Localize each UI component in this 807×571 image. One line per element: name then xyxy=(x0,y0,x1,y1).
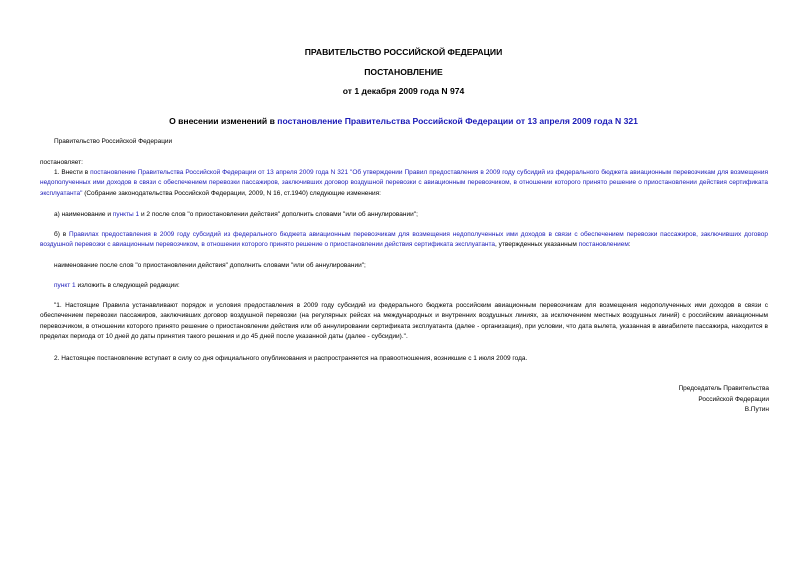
signature-name: В.Путин xyxy=(744,406,769,413)
name-change-paragraph: наименование после слов "о приостановлении действия" дополнить словами "или об аннулировании"; xyxy=(54,262,366,269)
document-type-heading: ПОСТАНОВЛЕНИЕ xyxy=(364,67,443,77)
item-b-prefix: б) в xyxy=(54,231,70,238)
title-link[interactable]: постановление Правительства Российской Федерации от 13 апреля 2009 года N 321 xyxy=(277,116,638,126)
signature-line-1: Председатель Правительства xyxy=(678,385,769,392)
item-b-suffix: : xyxy=(628,241,631,249)
point-1-link[interactable]: пункт 1 xyxy=(54,282,76,289)
point-1-suffix: изложить в следующей редакции: xyxy=(75,282,180,289)
decrees-line: постановляет: xyxy=(40,159,83,166)
document-title xyxy=(0,116,807,126)
item-b-middle: , утвержденных указанным xyxy=(495,241,579,249)
quoted-paragraph: "1. Настоящие Правила устанавливают порядок и условия предоставления в 2009 году субсидий из федерального бюджета российским авиационным перевозчикам для возмещения недополученных ими доходов в связи с обеспечением перевозки пассажиров, заключивших договор воздушной перевозки (на регулярных рейсах на международных и внутренних воздушных линиях, за исключением местных воздушных линий) с российским авиационным перевозчиком, в отношении которого принято решение о приостановлении действия или об аннулировании сертификата эксплуатанта (далее - организация), при условии, что дата вылета, указанная в авиабилете пассажира, находится в пределах периода от 10 дней до даты принятия такого решения и до 45 дней после указанной даты (далее - субсидии).". xyxy=(40,302,768,340)
government-line: Правительство Российской Федерации xyxy=(54,138,173,145)
item-b-link-2[interactable]: постановлением xyxy=(578,241,629,249)
item-1-suffix: (Собрание законодательства Российской Федерации, 2009, N 16, ст.1940) следующие изменения: xyxy=(82,189,381,197)
item-b-link[interactable]: Правилах предоставления в 2009 году субсидий из федерального бюджета авиационным перевозчикам для возмещения недополученных ими доходов в связи с обеспечением перевозки пассажиров, заключивших договор воздушной перевозки с авиационным перевозчиком, в отношении которого принято решение о приостановлении действия сертификата эксплуатанта xyxy=(40,231,769,249)
item-a-prefix: а) наименование и xyxy=(54,211,113,218)
signature-block xyxy=(569,384,769,416)
title-prefix: О внесении изменений в xyxy=(169,116,278,126)
item-b-paragraph xyxy=(40,230,768,251)
item-1-link[interactable]: постановление Правительства Российской Федерации от 13 апреля 2009 года N 321 "Об утверждении Правил предоставления в 2009 году субсидий из федерального бюджета авиационным перевозчикам для возмещения недополученных ими доходов в связи с обеспечением перевозки пассажиров, заключивших договор воздушной перевозки с авиационным перевозчиком, в отношении которого принято решение о приостановлении действия сертификата эксплуатанта" xyxy=(40,169,768,197)
item-a-paragraph xyxy=(54,210,418,221)
item-a-link[interactable]: пункты 1 xyxy=(112,211,140,218)
item-a-middle: и 2 после слов "о приостановлении действия" дополнить словами "или об аннулировании"; xyxy=(139,211,418,218)
item-1-paragraph xyxy=(40,168,768,199)
item-2-paragraph: 2. Настоящее постановление вступает в силу со дня официального опубликования и распространяется на правоотношения, возникшие с 1 июля 2009 года. xyxy=(54,355,528,362)
item-1-prefix: 1. Внести в xyxy=(54,169,91,176)
government-heading: ПРАВИТЕЛЬСТВО РОССИЙСКОЙ ФЕДЕРАЦИИ xyxy=(304,47,503,57)
date-number-heading: от 1 декабря 2009 года N 974 xyxy=(342,86,465,96)
point-1-paragraph xyxy=(54,281,180,292)
signature-line-2: Российской Федерации xyxy=(698,395,769,403)
